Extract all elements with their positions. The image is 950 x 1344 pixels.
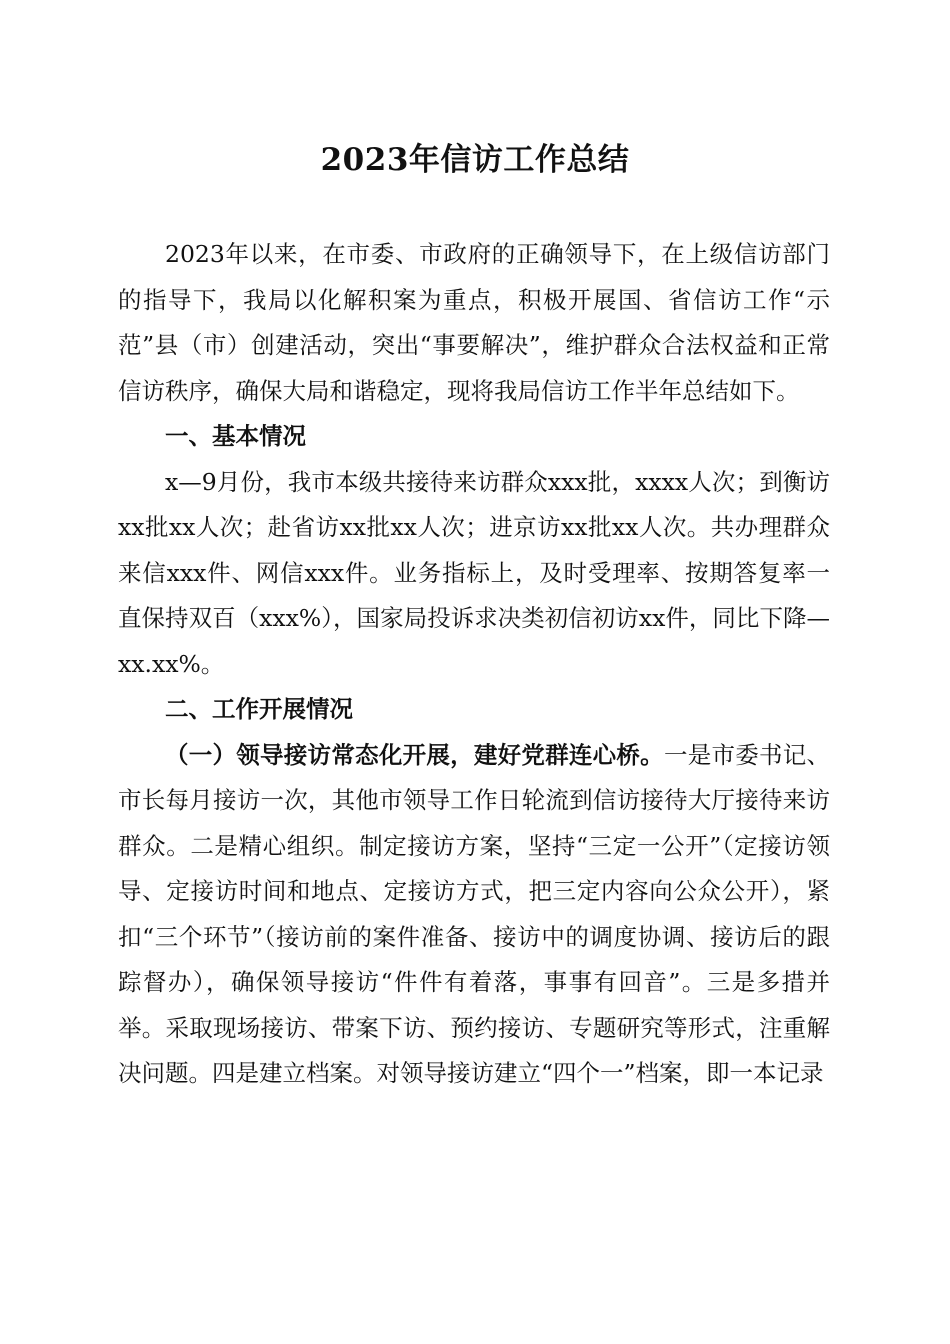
subsection-text: 一是市委书记、市长每月接访一次，其他市领导工作日轮流到信访接待大厅接待来访群众。二是精心组织。制定接访方案，坚持“三定一公开”（定接访领导、定接访时间和地点、定接访方式，把三定内容向公众公开），紧扣“三个环节”（接访前的案件准备、接访中的调度协调、接访后的跟踪督办），确保领导接访“件件有着落，事事有回音”。三是多措并举。采取现场接访、带案下访、预约接访、专题研究等形式，注重解决问题。四是建立档案。对领导接访建立“四个一”档案，即一本记录 <box>118 740 831 1087</box>
intro-paragraph: 2023年以来，在市委、市政府的正确领导下，在上级信访部门的指导下，我局以化解积案为重点，积极开展国、省信访工作“示范”县（市）创建活动，突出“事要解决”，维护群众合法权益和正常信访秩序，确保大局和谐稳定，现将我局信访工作半年总结如下。 <box>118 240 830 405</box>
document-body <box>118 232 830 1097</box>
subsection-lead-in: （一）领导接访常态化开展，建好党群连心桥。 <box>165 740 664 769</box>
section-heading-work-progress: 二、工作开展情况 <box>165 695 353 723</box>
section-heading-basic-situation: 一、基本情况 <box>165 422 306 450</box>
basic-situation-paragraph: x—9月份，我市本级共接待来访群众xxx批，xxxx人次；到衡访xx批xx人次；赴省访xx批xx人次；进京访xx批xx人次。共办理群众来信xxx件、网信xxx件。业务指标上，及时受理率、按期答复率一直保持双百（xxx%），国家局投诉求决类初信初访xx件，同比下降—xx.xx%。 <box>118 467 830 678</box>
work-progress-paragraph <box>118 733 830 1097</box>
document-title: 2023年信访工作总结 <box>320 142 630 178</box>
